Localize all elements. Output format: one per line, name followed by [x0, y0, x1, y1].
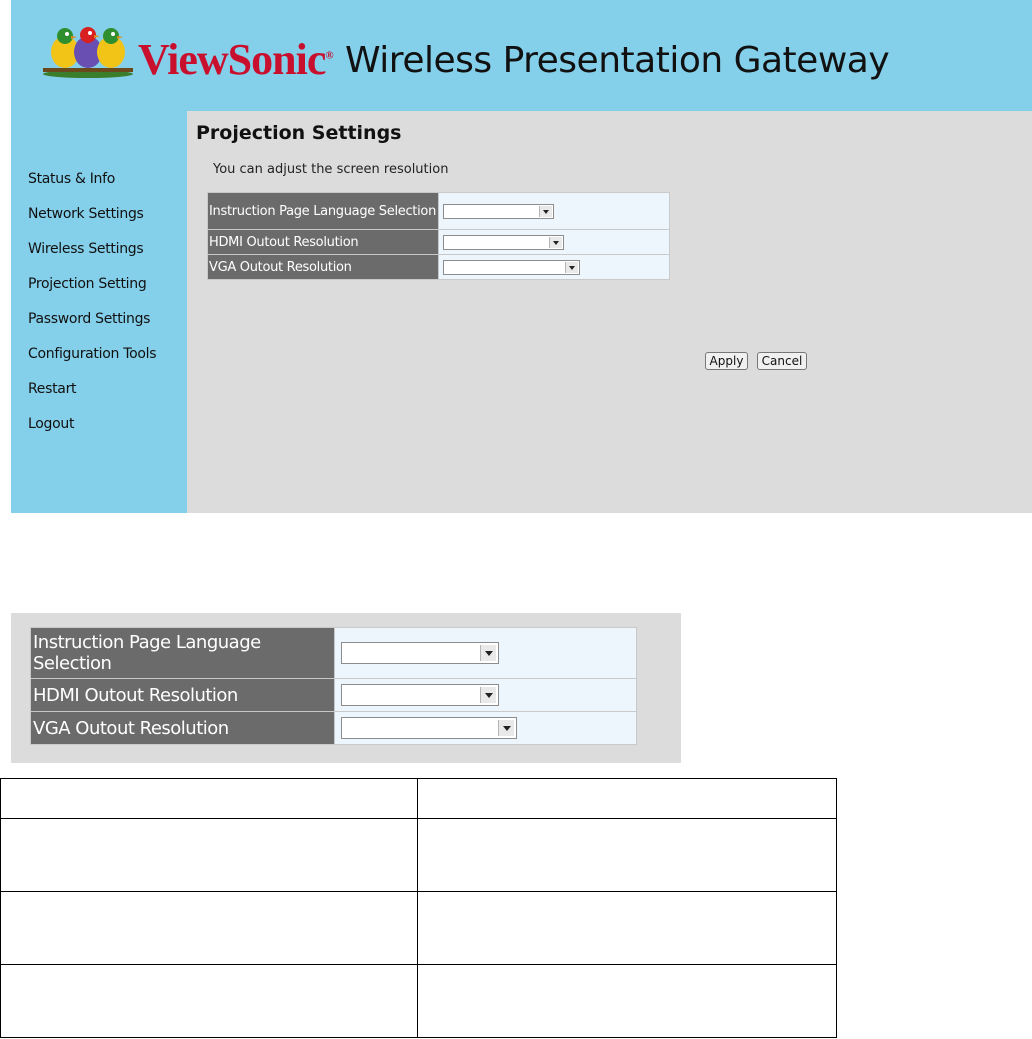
sidebar-item-logout[interactable]: Logout: [28, 416, 75, 432]
zoomed-settings-screenshot: [11, 613, 681, 763]
table-row: [1, 779, 837, 819]
sidebar-item-configuration-tools[interactable]: Configuration Tools: [28, 346, 157, 362]
language-selection-dropdown[interactable]: [443, 204, 554, 219]
hdmi-resolution-label: HDMI Outout Resolution: [208, 230, 439, 255]
table-cell: [1, 819, 418, 892]
projection-settings-table: [207, 192, 670, 280]
vga-resolution-dropdown[interactable]: [443, 260, 580, 275]
chevron-down-icon[interactable]: [498, 720, 514, 736]
zoomed-settings-table: [30, 627, 637, 745]
chevron-down-icon[interactable]: [565, 262, 578, 273]
sidebar-item-wireless-settings[interactable]: Wireless Settings: [28, 241, 144, 257]
sidebar-item-password-settings[interactable]: Password Settings: [28, 311, 151, 327]
sidebar-item-projection-setting[interactable]: Projection Setting: [28, 276, 147, 292]
table-cell: [418, 779, 837, 819]
product-name: Wireless Presentation Gateway: [345, 40, 890, 81]
table-cell: [418, 892, 837, 965]
page-title: Projection Settings: [196, 122, 402, 144]
chevron-down-icon[interactable]: [549, 237, 562, 248]
sidebar-nav: [28, 171, 156, 451]
sidebar-item-status-info[interactable]: Status & Info: [28, 171, 116, 187]
table-cell: [1, 779, 418, 819]
cancel-button[interactable]: Cancel: [757, 352, 807, 370]
hdmi-resolution-dropdown[interactable]: [443, 235, 564, 250]
page-description: You can adjust the screen resolution: [213, 162, 449, 177]
header-banner: [11, 0, 1032, 111]
zoomed-vga-resolution-label: VGA Outout Resolution: [31, 712, 335, 745]
table-row: [1, 819, 837, 892]
zoomed-vga-resolution-dropdown[interactable]: [341, 717, 517, 739]
sidebar-item-restart[interactable]: Restart: [28, 381, 77, 397]
table-cell: [418, 965, 837, 1038]
table-row: [1, 965, 837, 1038]
zoomed-hdmi-resolution-dropdown[interactable]: [341, 684, 499, 706]
language-selection-label: Instruction Page Language Selection: [208, 193, 439, 230]
admin-page-screenshot: [11, 0, 1032, 513]
chevron-down-icon[interactable]: [480, 687, 496, 703]
document-table: [0, 778, 837, 1038]
chevron-down-icon[interactable]: [480, 645, 496, 661]
chevron-down-icon[interactable]: [539, 206, 552, 217]
table-cell: [418, 819, 837, 892]
table-row: [1, 892, 837, 965]
table-cell: [1, 965, 418, 1038]
brand-name: ViewSonic®: [138, 35, 333, 84]
three-birds-logo-icon: [41, 22, 135, 78]
main-content: [187, 111, 1032, 513]
sidebar: [11, 111, 187, 513]
table-cell: [1, 892, 418, 965]
sidebar-item-network-settings[interactable]: Network Settings: [28, 206, 144, 222]
zoomed-hdmi-resolution-label: HDMI Outout Resolution: [31, 679, 335, 712]
zoomed-language-selection-label: Instruction Page Language Selection: [31, 628, 335, 679]
apply-button[interactable]: Apply: [705, 352, 748, 370]
zoomed-language-selection-dropdown[interactable]: [341, 642, 499, 664]
vga-resolution-label: VGA Outout Resolution: [208, 255, 439, 280]
